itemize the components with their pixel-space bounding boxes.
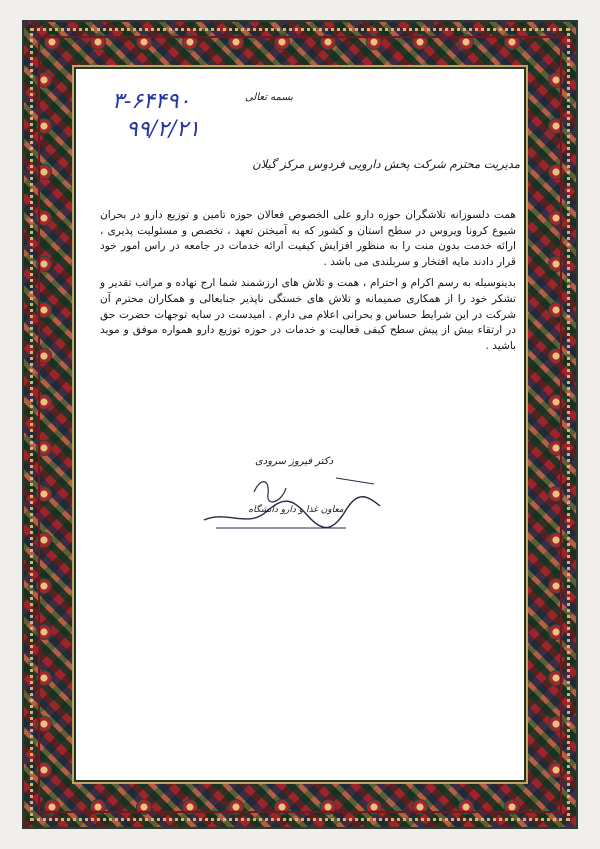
border-medallion [548, 716, 564, 732]
border-medallion [182, 799, 198, 815]
border-medallion [548, 118, 564, 134]
border-medallion [320, 34, 336, 50]
letter-body [100, 208, 516, 354]
border-medallion [36, 486, 52, 502]
reference-date-line: ۹۹/۲/۲۱ [126, 117, 200, 142]
reference-number-line: ۳-۶۴۴۹۰ [112, 89, 191, 114]
border-medallion [548, 256, 564, 272]
border-medallion [366, 34, 382, 50]
border-medallion [90, 799, 106, 815]
border-medallion [320, 799, 336, 815]
border-medallion [136, 34, 152, 50]
signature-scribble-icon [196, 458, 386, 548]
border-medallion [228, 799, 244, 815]
border-medallion [36, 210, 52, 226]
border-medallion [548, 164, 564, 180]
border-medallion [182, 34, 198, 50]
border-medallion [36, 256, 52, 272]
border-medallion [548, 348, 564, 364]
border-medallion [458, 799, 474, 815]
letter-panel [76, 69, 524, 780]
border-medallion [36, 348, 52, 364]
border-medallion [412, 34, 428, 50]
handwritten-reference-number [112, 88, 200, 144]
letter-addressee: مدیریت محترم شرکت پخش دارویی فردوس مرکز گیلان [252, 157, 520, 171]
border-medallion [548, 670, 564, 686]
signer-title: معاون غذا و دارو دانشگاه [248, 505, 344, 515]
border-medallion [504, 799, 520, 815]
body-paragraph-1: همت دلسوزانه تلاشگران حوزه دارو علی الخصوص فعالان حوزه تامین و توزیع دارو در بحران شیوع کرونا ویروس در سطح استان و کشور که به آمیختن تعهد ، تخصص و مسئولیت پذیری ، ارائه خدمت بدون منت را به منظور افزایش کیفیت ارائه خدمات در جامعه در راس امور خود قرار دادند مایه افتخار و سربلندی می باشد . [100, 209, 516, 268]
border-medallion [90, 34, 106, 50]
border-medallion [274, 799, 290, 815]
border-medallion [36, 394, 52, 410]
border-medallion [548, 762, 564, 778]
border-medallion [136, 799, 152, 815]
border-medallion [458, 34, 474, 50]
border-medallion [36, 670, 52, 686]
border-medallion [548, 394, 564, 410]
border-medallion [548, 302, 564, 318]
border-medallion [548, 532, 564, 548]
border-medallion [548, 578, 564, 594]
border-medallion [36, 716, 52, 732]
border-medallion [504, 34, 520, 50]
border-medallion [36, 532, 52, 548]
border-medallion [44, 799, 60, 815]
border-medallion [36, 72, 52, 88]
border-medallion [36, 118, 52, 134]
border-medallion [274, 34, 290, 50]
border-medallion [36, 164, 52, 180]
border-medallion [36, 578, 52, 594]
border-medallion [548, 624, 564, 640]
border-medallion [36, 762, 52, 778]
border-medallion [548, 210, 564, 226]
border-medallion [548, 440, 564, 456]
body-paragraph-2: بدینوسیله به رسم اکرام و احترام ، همت و تلاش های ارزشمند شما ارج نهاده و مراتب تقدیر و تشکر خود را از همکاری صمیمانه و تلاش های خستگی ناپذیر جنابعالی و همکاران محترم آن شرکت در این شرایط حساس و بحرانی اعلام می دارم . امیدست در سایه توجهات حضرت حق در ارتقاء بیش از پیش سطح کیفی فعالیت و خدمات در حوزه توزیع دارو همواره موفق و موید باشید . [100, 277, 516, 352]
border-medallion [36, 440, 52, 456]
border-medallion [44, 34, 60, 50]
border-medallion [366, 799, 382, 815]
border-medallion [228, 34, 244, 50]
border-medallion [36, 302, 52, 318]
border-medallion [548, 72, 564, 88]
border-medallion [36, 624, 52, 640]
border-medallion [548, 486, 564, 502]
bismillah-heading: بسمه تعالی [244, 92, 294, 103]
border-medallion [412, 799, 428, 815]
signature-name: دکتر فیروز سرودی [254, 456, 334, 467]
